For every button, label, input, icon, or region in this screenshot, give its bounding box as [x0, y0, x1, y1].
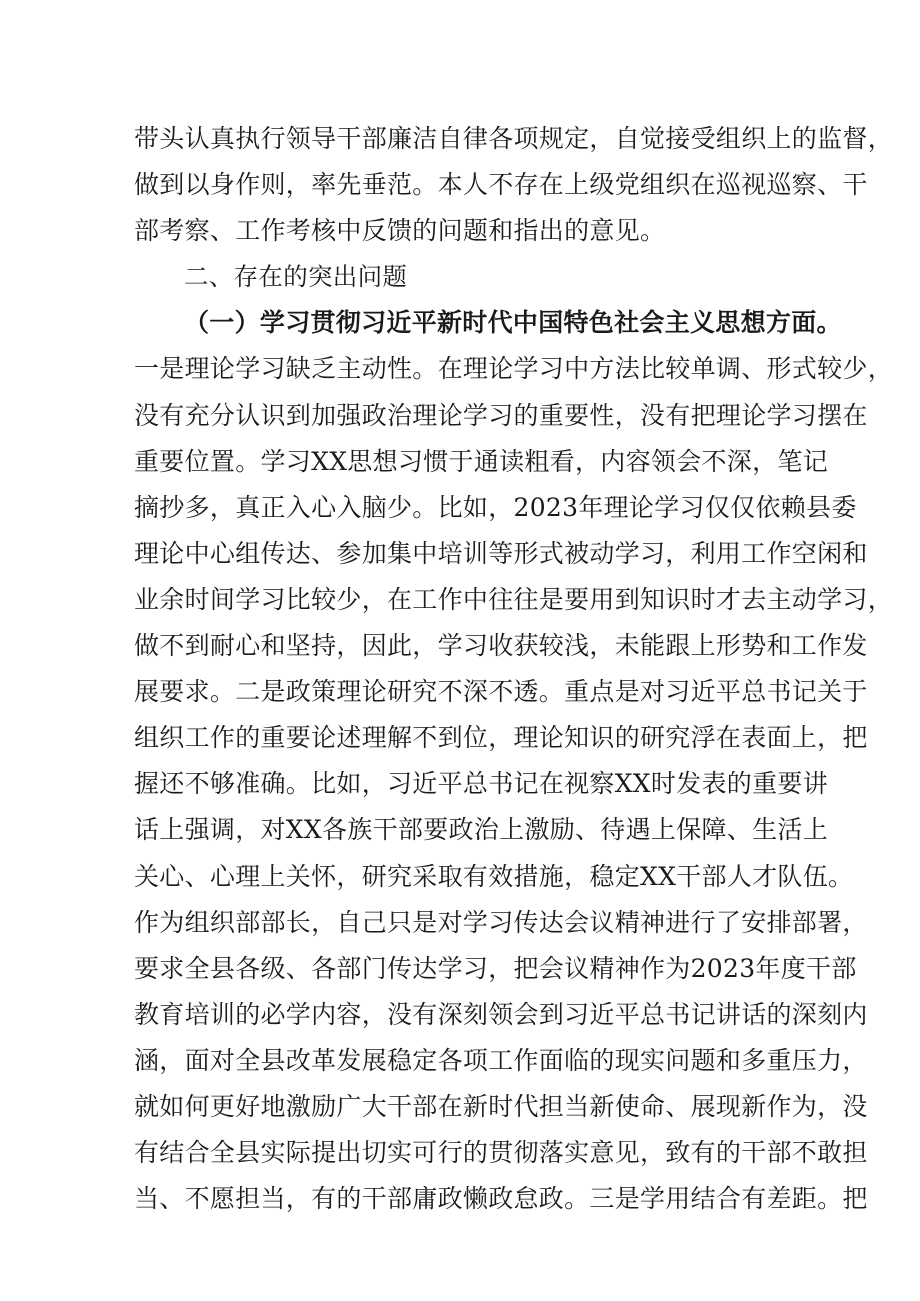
paragraph-line: 做到以身作则，率先垂范。本人不存在上级党组织在巡视巡察、干	[134, 170, 868, 200]
paragraph-line: 重要位置。学习XX思想习惯于通读粗看，内容领会不深，笔记	[134, 446, 828, 476]
paragraph-line: 有结合全县实际提出切实可行的贯彻落实意见，致有的干部不敢担	[134, 1138, 868, 1168]
paragraph-line: 一是理论学习缺乏主动性。在理论学习中方法比较单调、形式较少，	[134, 354, 894, 384]
paragraph-line: 带头认真执行领导干部廉洁自律各项规定，自觉接受组织上的监督，	[134, 124, 894, 153]
paragraph-line: 部考察、工作考核中反馈的问题和指出的意见。	[134, 216, 666, 246]
paragraph-line: 要求全县各级、各部门传达学习，把会议精神作为2023年度干部	[134, 953, 857, 983]
paragraph-line: 教育培训的必学内容，没有深刻领会到习近平总书记讲话的深刻内	[134, 999, 868, 1029]
paragraph-line: 话上强调，对XX各族干部要政治上激励、待遇上保障、生活上	[134, 815, 828, 845]
paragraph-line: 涵，面对全县改革发展稳定各项工作面临的现实问题和多重压力，	[134, 1045, 868, 1075]
paragraph-line: 当、不愿担当，有的干部庸政懒政怠政。三是学用结合有差距。把	[134, 1184, 868, 1214]
paragraph-line: 没有充分认识到加强政治理论学习的重要性，没有把理论学习摆在	[134, 400, 868, 430]
paragraph-line: 业余时间学习比较少，在工作中往往是要用到知识时才去主动学习，	[134, 584, 894, 614]
section-heading: 二、存在的突出问题	[184, 262, 408, 292]
paragraph-line: 作为组织部部长，自己只是对学习传达会议精神进行了安排部署，	[134, 907, 868, 937]
paragraph-line: 摘抄多，真正入心入脑少。比如，2023年理论学习仅仅依赖县委	[134, 492, 857, 522]
document-body	[134, 116, 894, 1222]
paragraph-line: 就如何更好地激励广大干部在新时代担当新使命、展现新作为，没	[134, 1091, 868, 1121]
subsection-heading: （一）学习贯彻习近平新时代中国特色社会主义思想方面。	[184, 308, 842, 338]
paragraph-line: 握还不够准确。比如，习近平总书记在视察XX时发表的重要讲	[134, 769, 828, 799]
paragraph-line: 理论中心组传达、参加集中培训等形式被动学习，利用工作空闲和	[134, 538, 868, 568]
paragraph-line: 做不到耐心和坚持，因此，学习收获较浅，未能跟上形势和工作发	[134, 631, 868, 661]
paragraph-line: 关心、心理上关怀，研究采取有效措施，稳定XX干部人才队伍。	[134, 861, 854, 891]
paragraph-line: 展要求。二是政策理论研究不深不透。重点是对习近平总书记关于	[134, 677, 868, 707]
paragraph-line: 组织工作的重要论述理解不到位，理论知识的研究浮在表面上，把	[134, 723, 868, 753]
